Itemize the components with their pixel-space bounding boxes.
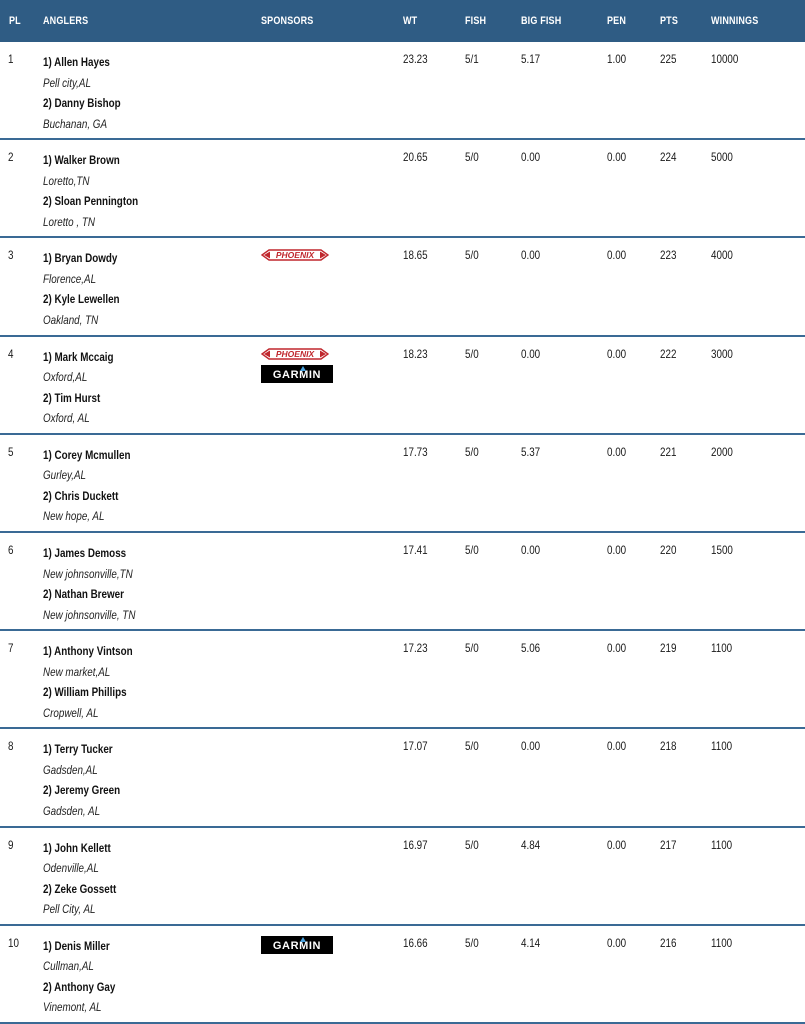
angler-1-city: New johnsonville,TN — [43, 566, 133, 581]
place-cell: 5 — [8, 444, 14, 459]
angler-2-city: Vinemont, AL — [43, 1000, 102, 1015]
angler-1-city: Pell city,AL — [43, 75, 91, 90]
angler-1-name: 1) John Kellett — [43, 840, 111, 855]
points-cell: 216 — [660, 935, 677, 950]
weight-cell: 18.23 — [403, 346, 428, 361]
angler-1-name: 1) Allen Hayes — [43, 55, 110, 69]
points-cell: 218 — [660, 739, 677, 754]
points-cell: 222 — [660, 346, 677, 361]
garmin-logo-text: GARMIN — [272, 368, 322, 381]
fish-cell: 5/0 — [465, 641, 479, 656]
anglers-cell — [43, 248, 136, 330]
header-sponsors[interactable]: SPONSORS — [261, 15, 314, 27]
angler-2-name: 2) Chris Duckett — [43, 488, 119, 503]
winnings-cell: 4000 — [711, 248, 733, 263]
weight-cell: 17.41 — [403, 543, 428, 557]
weight-cell: 16.97 — [403, 837, 428, 852]
place-cell: 2 — [8, 150, 14, 165]
angler-2-city: Gadsden, AL — [43, 803, 101, 818]
big-fish-cell: 5.17 — [521, 52, 541, 66]
angler-2-name: 2) Danny Bishop — [43, 96, 121, 110]
angler-2-name: 2) Sloan Pennington — [43, 194, 139, 209]
anglers-cell — [43, 150, 159, 232]
table-row — [0, 140, 805, 238]
angler-1-name: 1) Bryan Dowdy — [43, 251, 118, 266]
weight-cell: 17.73 — [403, 444, 428, 459]
angler-1-name: 1) Walker Brown — [43, 153, 120, 168]
header-big-fish[interactable]: BIG FISH — [521, 15, 562, 27]
anglers-cell — [43, 52, 138, 134]
anglers-cell — [43, 641, 152, 723]
fish-cell: 5/0 — [465, 837, 479, 852]
angler-1-city: Cullman,AL — [43, 959, 94, 974]
angler-2-city: New johnsonville, TN — [43, 607, 136, 622]
points-cell: 223 — [660, 248, 677, 263]
angler-2-name: 2) Jeremy Green — [43, 783, 121, 798]
penalty-cell: 0.00 — [607, 739, 627, 754]
header-pl[interactable]: PL — [9, 15, 21, 27]
angler-2-name: 2) Tim Hurst — [43, 390, 101, 405]
angler-2-name: 2) Kyle Lewellen — [43, 292, 120, 307]
results-table-header — [0, 0, 805, 42]
big-fish-cell: 0.00 — [521, 150, 541, 165]
winnings-cell: 1100 — [711, 641, 733, 656]
points-cell: 217 — [660, 837, 677, 852]
table-row — [0, 435, 805, 533]
angler-2-name: 2) Nathan Brewer — [43, 587, 124, 601]
angler-2-city: New hope, AL — [43, 509, 105, 524]
angler-2-city: Buchanan, GA — [43, 116, 108, 131]
place-cell: 7 — [8, 641, 14, 656]
svg-text:PHOENIX: PHOENIX — [275, 250, 315, 261]
angler-1-name: 1) Denis Miller — [43, 938, 110, 953]
big-fish-cell: 5.06 — [521, 641, 541, 656]
place-cell: 9 — [8, 837, 14, 852]
penalty-cell: 0.00 — [607, 641, 627, 656]
angler-1-name: 1) Terry Tucker — [43, 742, 113, 757]
table-row — [0, 729, 805, 827]
penalty-cell: 0.00 — [607, 150, 627, 165]
points-cell: 220 — [660, 543, 677, 557]
anglers-cell — [43, 445, 150, 527]
place-cell: 10 — [8, 935, 19, 950]
phoenix-logo[interactable] — [261, 347, 329, 359]
penalty-cell: 0.00 — [607, 543, 627, 557]
angler-1-city: Gurley,AL — [43, 468, 87, 483]
penalty-cell: 0.00 — [607, 346, 627, 361]
angler-2-city: Oxford, AL — [43, 411, 90, 426]
svg-text:PHOENIX: PHOENIX — [275, 348, 315, 359]
angler-1-name: 1) Corey Mcmullen — [43, 447, 131, 462]
place-cell: 1 — [8, 52, 14, 66]
weight-cell: 23.23 — [403, 52, 428, 66]
phoenix-logo[interactable] — [261, 248, 329, 260]
penalty-cell: 0.00 — [607, 444, 627, 459]
place-cell: 8 — [8, 739, 14, 754]
header-pen[interactable]: PEN — [607, 15, 627, 27]
table-row — [0, 631, 805, 729]
fish-cell: 5/0 — [465, 739, 479, 754]
fish-cell: 5/1 — [465, 52, 479, 66]
angler-2-city: Oakland, TN — [43, 312, 99, 327]
penalty-cell: 0.00 — [607, 935, 627, 950]
winnings-cell: 1100 — [711, 837, 733, 852]
place-cell: 6 — [8, 543, 14, 557]
angler-2-city: Cropwell, AL — [43, 705, 99, 720]
garmin-logo-text: GARMIN — [272, 939, 322, 952]
anglers-cell — [43, 838, 132, 920]
winnings-cell: 5000 — [711, 150, 733, 165]
winnings-cell: 2000 — [711, 444, 733, 459]
anglers-cell — [43, 347, 129, 429]
angler-2-name: 2) Zeke Gossett — [43, 881, 117, 896]
big-fish-cell: 4.14 — [521, 935, 541, 950]
fish-cell: 5/0 — [465, 248, 479, 263]
angler-1-name: 1) Anthony Vintson — [43, 644, 133, 659]
sponsors-cell — [261, 936, 341, 954]
winnings-cell: 3000 — [711, 346, 733, 361]
winnings-cell: 1100 — [711, 935, 733, 950]
penalty-cell: 0.00 — [607, 837, 627, 852]
garmin-triangle-icon — [300, 366, 306, 371]
big-fish-cell: 0.00 — [521, 543, 541, 557]
angler-1-city: New market,AL — [43, 664, 111, 679]
anglers-cell — [43, 543, 156, 625]
table-row — [0, 337, 805, 435]
sponsors-cell — [261, 347, 341, 383]
big-fish-cell: 0.00 — [521, 346, 541, 361]
weight-cell: 20.65 — [403, 150, 428, 165]
header-pts[interactable]: PTS — [660, 15, 679, 27]
angler-1-city: Loretto,TN — [43, 173, 90, 188]
angler-1-name: 1) Mark Mccaig — [43, 349, 114, 364]
place-cell: 3 — [8, 248, 14, 263]
angler-1-city: Oxford,AL — [43, 370, 88, 385]
big-fish-cell: 0.00 — [521, 248, 541, 263]
place-cell: 4 — [8, 346, 14, 361]
big-fish-cell: 0.00 — [521, 739, 541, 754]
weight-cell: 18.65 — [403, 248, 428, 263]
table-row — [0, 926, 805, 1024]
angler-1-name: 1) James Demoss — [43, 546, 127, 560]
weight-cell: 16.66 — [403, 935, 428, 950]
fish-cell: 5/0 — [465, 346, 479, 361]
penalty-cell: 1.00 — [607, 52, 627, 66]
angler-1-city: Odenville,AL — [43, 861, 99, 876]
points-cell: 224 — [660, 150, 677, 165]
anglers-cell — [43, 739, 137, 821]
header-wt[interactable]: WT — [403, 15, 418, 27]
winnings-cell: 1500 — [711, 543, 733, 557]
big-fish-cell: 5.37 — [521, 444, 541, 459]
points-cell: 225 — [660, 52, 677, 66]
garmin-logo[interactable] — [261, 365, 333, 383]
angler-1-city: Florence,AL — [43, 271, 97, 286]
angler-2-name: 2) Anthony Gay — [43, 979, 116, 994]
header-anglers[interactable]: ANGLERS — [43, 15, 89, 27]
points-cell: 219 — [660, 641, 677, 656]
anglers-cell — [43, 936, 131, 1018]
big-fish-cell: 4.84 — [521, 837, 541, 852]
weight-cell: 17.07 — [403, 739, 428, 754]
points-cell: 221 — [660, 444, 677, 459]
fish-cell: 5/0 — [465, 444, 479, 459]
table-row — [0, 533, 805, 631]
header-fish[interactable]: FISH — [465, 15, 487, 27]
angler-1-city: Gadsden,AL — [43, 762, 98, 777]
fish-cell: 5/0 — [465, 935, 479, 950]
garmin-triangle-icon — [300, 937, 306, 942]
fish-cell: 5/0 — [465, 543, 479, 557]
angler-2-city: Pell City, AL — [43, 902, 96, 917]
winnings-cell: 1100 — [711, 739, 733, 754]
weight-cell: 17.23 — [403, 641, 428, 656]
angler-2-name: 2) William Phillips — [43, 685, 127, 700]
penalty-cell: 0.00 — [607, 248, 627, 263]
angler-2-city: Loretto , TN — [43, 214, 95, 229]
header-winnings[interactable]: WINNINGS — [711, 15, 759, 27]
winnings-cell: 10000 — [711, 52, 739, 66]
sponsors-cell — [261, 248, 341, 266]
table-row — [0, 238, 805, 336]
table-row — [0, 828, 805, 926]
table-row — [0, 42, 805, 140]
fish-cell: 5/0 — [465, 150, 479, 165]
garmin-logo[interactable] — [261, 936, 333, 954]
